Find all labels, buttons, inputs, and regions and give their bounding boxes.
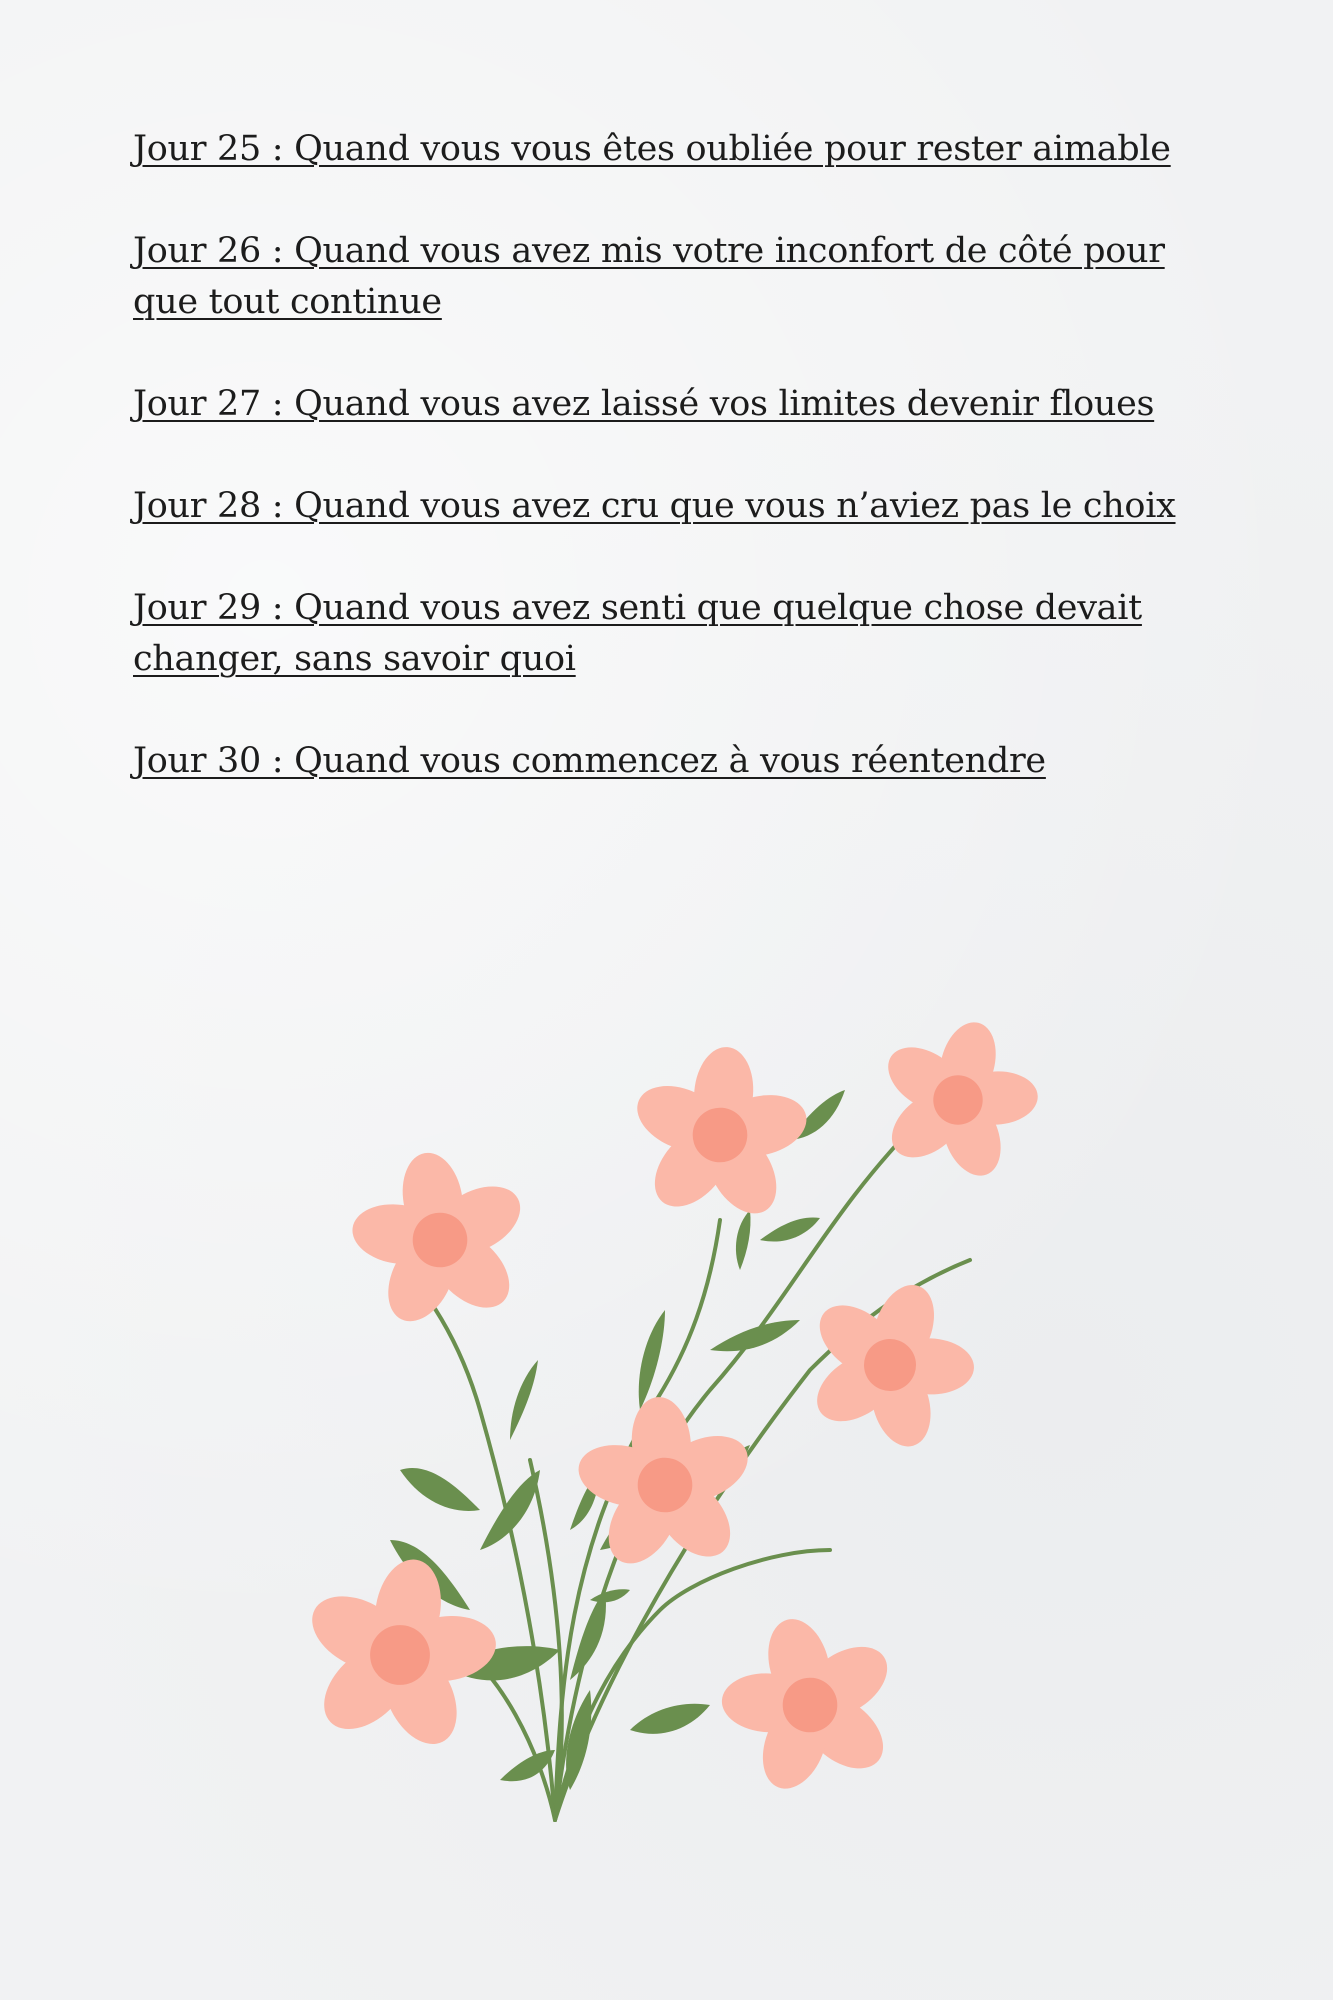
flower-bouquet-icon bbox=[270, 990, 1070, 1890]
day-30-link[interactable]: Jour 30 : Quand vous commencez à vous réentendre bbox=[133, 741, 1046, 781]
day-28-link[interactable]: Jour 28 : Quand vous avez cru que vous n’aviez pas le choix bbox=[133, 486, 1176, 526]
day-26-link[interactable]: Jour 26 : Quand vous avez mis votre inconfort de côté pour que tout continue bbox=[133, 231, 1165, 322]
day-27-link[interactable]: Jour 27 : Quand vous avez laissé vos limites devenir floues bbox=[133, 384, 1155, 424]
day-25-link[interactable]: Jour 25 : Quand vous vous êtes oubliée pour rester aimable bbox=[133, 129, 1171, 169]
day-list bbox=[133, 124, 1193, 838]
day-29-link[interactable]: Jour 29 : Quand vous avez senti que quelque chose devait changer, sans savoir quoi bbox=[133, 588, 1142, 679]
